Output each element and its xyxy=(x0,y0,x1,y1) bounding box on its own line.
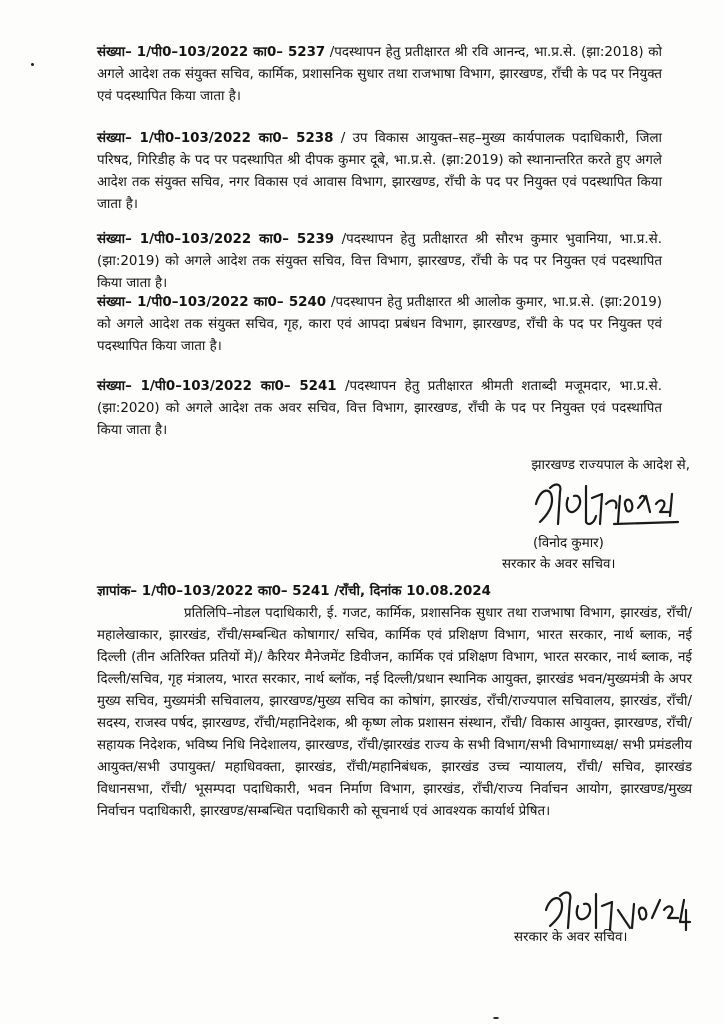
memo-ref: ज्ञापांक– 1/पी0–103/2022 का0– 5241 /राँची, दिनांक xyxy=(97,584,402,599)
signatory-designation: सरकार के अवर सचिव। xyxy=(514,930,628,945)
scan-speck xyxy=(31,63,34,66)
order-text: /पदस्थापन हेतु प्रतीक्षारत श्री आलोक कुमार, भा.प्र.से. (झा:2019) को अगले आदेश तक संयुक्त सचिव, गृह, कारा एवं आपदा प्रबंधन विभाग, झारखण्ड, राँची के पद पर नियुक्त एवं पदस्थापित किया जाता है। xyxy=(97,295,662,354)
by-order-line: झारखण्ड राज्यपाल के आदेश से, xyxy=(531,458,690,473)
order-paragraph-5240 xyxy=(97,292,662,358)
scan-speck xyxy=(493,1017,499,1019)
order-ref: संख्या– 1/पी0–103/2022 का0– 5238 xyxy=(97,131,334,146)
second-signature-block xyxy=(510,888,700,958)
order-text: /पदस्थापन हेतु प्रतीक्षारत श्रीमती शताब्दी मजूमदार, भा.प्र.से. (झा:2020) को अगले आदेश तक अवर सचिव, वित्त विभाग, झारखण्ड, राँची के पद पर नियुक्त एवं पदस्थापित किया जाता है। xyxy=(97,379,662,438)
order-ref: संख्या– 1/पी0–103/2022 का0– 5237 xyxy=(97,45,326,60)
order-text: /पदस्थापन हेतु प्रतीक्षारत श्री रवि आनन्द, भा.प्र.से. (झा:2018) को अगले आदेश तक संयुक्त सचिव, कार्मिक, प्रशासनिक सुधार तथा राजभाषा विभाग, झारखण्ड, राँची के पद पर नियुक्त एवं पदस्थापित किया जाता है। xyxy=(97,45,662,104)
order-ref: संख्या– 1/पी0–103/2022 का0– 5240 xyxy=(97,295,327,310)
order-paragraph-5238 xyxy=(97,128,662,216)
order-ref: संख्या– 1/पी0–103/2022 का0– 5241 xyxy=(97,379,337,394)
memo-date: 10.08.2024 xyxy=(406,584,491,599)
order-ref: संख्या– 1/पी0–103/2022 का0– 5239 xyxy=(97,232,335,247)
signature-block xyxy=(490,478,690,588)
order-paragraph-5237 xyxy=(97,42,662,108)
order-paragraph-5241 xyxy=(97,376,662,442)
handwritten-signature xyxy=(530,478,680,538)
order-text: /पदस्थापन हेतु प्रतीक्षारत श्री सौरभ कुमार भुवानिया, भा.प्र.से. (झा:2019) को अगले आदेश तक संयुक्त सचिव, वित्त विभाग, झारखण्ड, राँची के पद पर नियुक्त एवं पदस्थापित किया जाता है। xyxy=(97,232,662,291)
signatory-designation: सरकार के अवर सचिव। xyxy=(502,557,616,572)
signatory-name: (विनोद कुमार) xyxy=(533,536,604,551)
order-paragraph-5239 xyxy=(97,229,662,295)
memo-reference xyxy=(97,582,657,602)
order-text: / उप विकास आयुक्त–सह–मुख्य कार्यपालक पदाधिकारी, जिला परिषद, गिरिडीह के पद पर पदस्थापित श्री दीपक कुमार दूबे, भा.प्र.से. (झा:2019) को स्थानान्तरित करते हुए अगले आदेश तक संयुक्त सचिव, नगर विकास एवं आवास विभाग, झारखण्ड, राँची के पद पर नियुक्त एवं पदस्थापित किया जाता है। xyxy=(97,131,663,212)
copy-to-paragraph: प्रतिलिपि–नोडल पदाधिकारी, ई. गजट, कार्मिक, प्रशासनिक सुधार तथा राजभाषा विभाग, झारखंड, राँची/महालेखाकार, झारखंड, राँची/सम्बन्धित कोषागार/ सचिव, कार्मिक एवं प्रशिक्षण विभाग, भारत सरकार, नार्थ ब्लाक, नई दिल्ली (तीन अतिरिक्त प्रतियों में)/ कैरियर मैनेजमेंट डिवीजन, कार्मिक एवं प्रशिक्षण विभाग, भारत सरकार, नार्थ ब्लाक, नई दिल्ली/सचिव, गृह मंत्रालय, भारत सरकार, नार्थ ब्लॉक, नई दिल्ली/प्रधान स्थानिक आयुक्त, झारखंड भवन/मुख्यमंत्री के अपर मुख्य सचिव, मुख्यमंत्री सचिवालय, झारखण्ड/मुख्य सचिव का कोषांग, झारखंड, राँची/राज्यपाल सचिवालय, झारखंड, राँची/सदस्य, राजस्व पर्षद, झारखण्ड, राँची/महानिदेशक, श्री कृष्ण लोक प्रशासन संस्थान, राँची/ विकास आयुक्त, झारखण्ड, राँची/सहायक निदेशक, भविष्य निधि निदेशालय, झारखण्ड, राँची/झारखंड राज्य के सभी विभाग/सभी विभागाध्यक्ष/ सभी प्रमंडलीय आयुक्त/सभी उपायुक्त/ महाधिवक्ता, झारखंड, राँची/महानिबंधक, झारखंड उच्च न्यायालय, राँची/ सचिव, झारखंड विधानसभा, राँची/ भूसम्पदा पदाधिकारी, भवन निर्माण विभाग, झारखंड, राँची/राज्य निर्वाचन आयोग, झारखण्ड/मुख्य निर्वाचन पदाधिकारी, झारखण्ड/सम्बन्धित पदाधिकारी को सूचनार्थ एवं आवश्यक कार्यार्थ प्रेषित। xyxy=(97,606,692,819)
